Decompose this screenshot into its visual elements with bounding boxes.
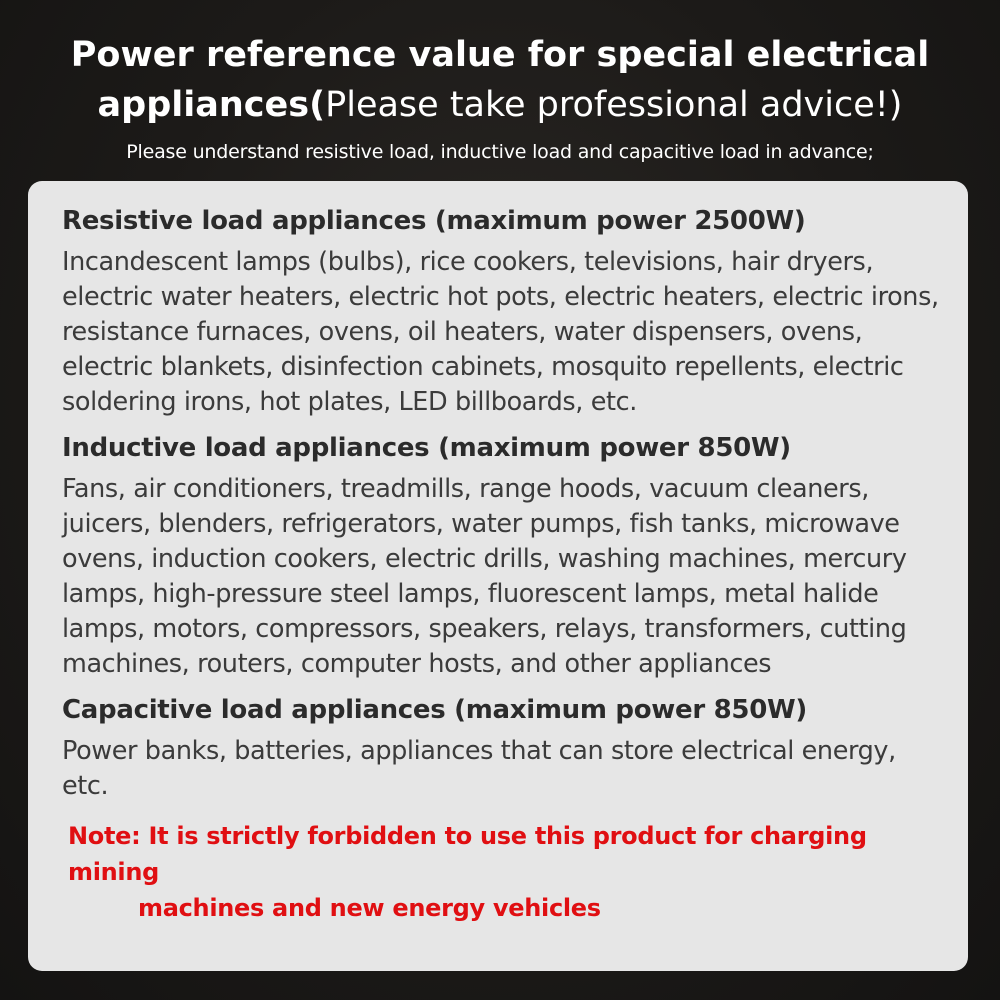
page-header xyxy=(0,30,1000,166)
title-line-1: Power reference value for special electrical xyxy=(70,35,930,75)
section-resistive xyxy=(62,203,948,420)
section-body-inductive: Fans, air conditioners, treadmills, range hoods, vacuum cleaners, juicers, blenders, refrigerators, water pumps, fish tanks, microwave ovens, induction cookers, electric drills, washing machines, mercury lamps, high-pressure steel lamps, fluorescent lamps, metal halide lamps, motors, compressors, speakers, relays, transformers, cutting machines, routers, computer hosts, and other appliances xyxy=(62,474,907,679)
warning-note-line-2: machines and new energy vehicles xyxy=(138,894,601,922)
section-heading-resistive: Resistive load appliances (maximum power 2500W) xyxy=(62,206,806,236)
info-card xyxy=(28,181,968,971)
section-inductive xyxy=(62,430,948,682)
title-advice: Please take professional advice!) xyxy=(325,85,903,125)
warning-note-line-1: Note: It is strictly forbidden to use this product for charging mining xyxy=(68,822,867,886)
section-body-capacitive: Power banks, batteries, appliances that can store electrical energy, etc. xyxy=(62,736,896,801)
warning-note xyxy=(62,818,948,926)
section-heading-capacitive: Capacitive load appliances (maximum power 850W) xyxy=(62,695,807,725)
page-subtitle: Please understand resistive load, inductive load and capacitive load in advance; xyxy=(126,141,874,163)
section-body-resistive: Incandescent lamps (bulbs), rice cookers, televisions, hair dryers, electric water heaters, electric hot pots, electric heaters, electric irons, resistance furnaces, ovens, oil heaters, water dispensers, ovens, electric blankets, disinfection cabinets, mosquito repellents, electric soldering irons, hot plates, LED billboards, etc. xyxy=(62,247,939,417)
section-capacitive xyxy=(62,692,948,804)
section-heading-inductive: Inductive load appliances (maximum power 850W) xyxy=(62,433,791,463)
title-line-2: appliances( xyxy=(97,85,326,125)
page-title xyxy=(0,30,1000,130)
